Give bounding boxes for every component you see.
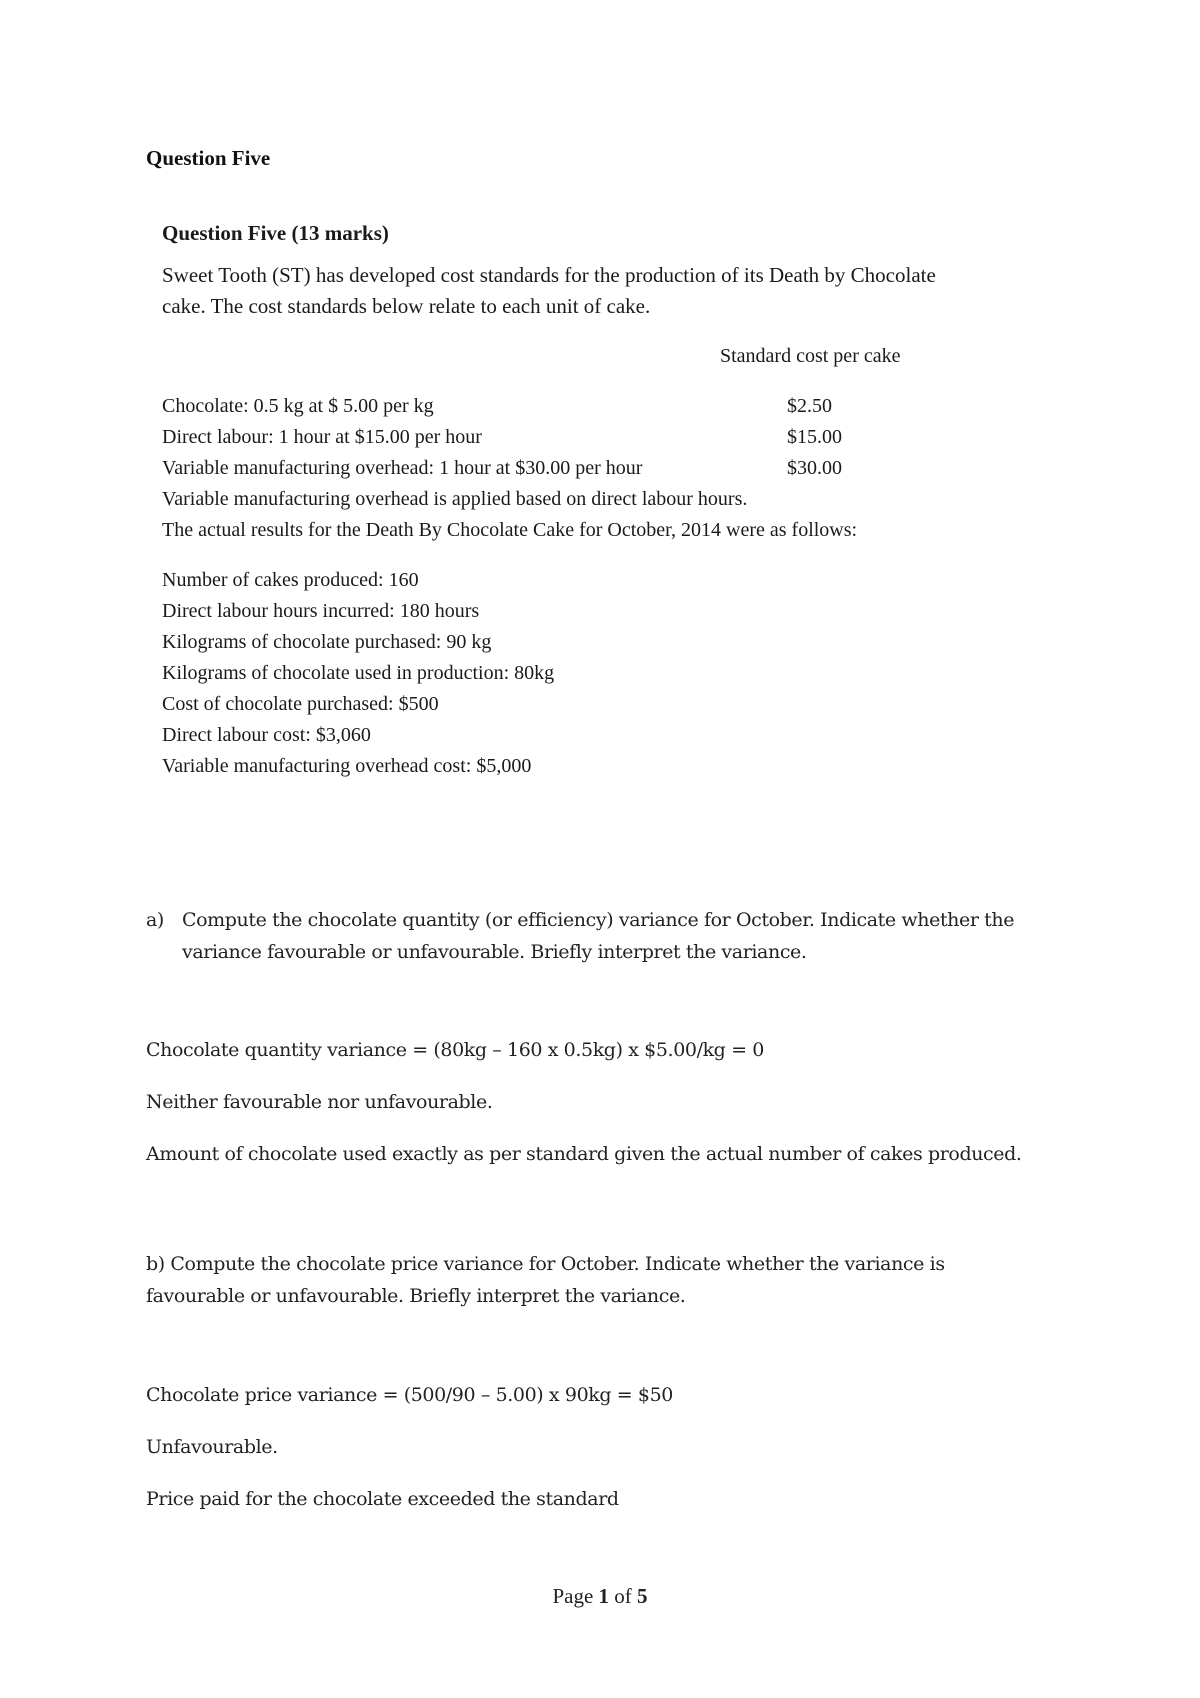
list-item: Cost of chocolate purchased: $500 <box>162 693 439 715</box>
part-b-result: Unfavourable. <box>146 1436 278 1458</box>
part-b-question-line-1: b) Compute the chocolate price variance for October. Indicate whether the variance is <box>146 1253 945 1275</box>
intro-line-1: Sweet Tooth (ST) has developed cost standards for the production of its Death by Chocolate <box>162 263 936 287</box>
list-item: Variable manufacturing overhead cost: $5,000 <box>162 755 532 777</box>
actual-results-list <box>162 565 1062 782</box>
part-a-result: Neither favourable nor unfavourable. <box>146 1091 493 1113</box>
part-a-marker: a) <box>146 909 164 931</box>
standard-value: $15.00 <box>787 426 842 448</box>
list-item: Direct labour cost: $3,060 <box>162 724 371 746</box>
part-a-interpretation: Amount of chocolate used exactly as per standard given the actual number of cakes produced. <box>146 1143 1022 1165</box>
standard-value: $30.00 <box>787 457 842 479</box>
actual-results-intro: The actual results for the Death By Chocolate Cake for October, 2014 were as follows: <box>162 519 858 541</box>
standard-item: Variable manufacturing overhead: 1 hour at $30.00 per hour <box>162 457 643 479</box>
list-item: Kilograms of chocolate purchased: 90 kg <box>162 631 492 653</box>
list-item: Number of cakes produced: 160 <box>162 569 419 591</box>
part-a-question-line-1: Compute the chocolate quantity (or efficiency) variance for October. Indicate whether the <box>182 909 1015 931</box>
list-item: Direct labour hours incurred: 180 hours <box>162 600 480 622</box>
standard-cost-table <box>162 391 907 484</box>
problem-title: Question Five (13 marks) <box>162 221 389 245</box>
problem-statement <box>162 218 1062 802</box>
part-a-formula: Chocolate quantity variance = (80kg – 160 x 0.5kg) x $5.00/kg = 0 <box>146 1039 764 1061</box>
page-word: Page <box>552 1584 594 1608</box>
total-pages-number: 5 <box>637 1584 648 1608</box>
part-b-interpretation: Price paid for the chocolate exceeded the standard <box>146 1488 619 1510</box>
standard-value: $2.50 <box>787 395 832 417</box>
table-row <box>162 453 907 484</box>
standard-cost-header: Standard cost per cake <box>720 345 901 367</box>
part-a-question <box>146 904 1076 968</box>
page-heading: Question Five <box>146 146 271 170</box>
standard-item: Direct labour: 1 hour at $15.00 per hour <box>162 426 482 448</box>
part-b-formula: Chocolate price variance = (500/90 – 5.00) x 90kg = $50 <box>146 1384 673 1406</box>
table-row <box>162 422 907 453</box>
part-a-question-line-2: variance favourable or unfavourable. Briefly interpret the variance. <box>182 941 807 963</box>
part-b-question <box>146 1248 1026 1312</box>
table-row <box>162 391 907 422</box>
part-b-question-line-2: favourable or unfavourable. Briefly interpret the variance. <box>146 1285 686 1307</box>
list-item: Kilograms of chocolate used in production: 80kg <box>162 662 555 684</box>
current-page-number: 1 <box>598 1584 610 1608</box>
standard-item: Chocolate: 0.5 kg at $ 5.00 per kg <box>162 395 434 417</box>
of-word: of <box>614 1584 632 1608</box>
page-footer <box>0 1584 1200 1609</box>
overhead-note: Variable manufacturing overhead is applied based on direct labour hours. <box>162 488 748 510</box>
intro-line-2: cake. The cost standards below relate to each unit of cake. <box>162 294 651 318</box>
